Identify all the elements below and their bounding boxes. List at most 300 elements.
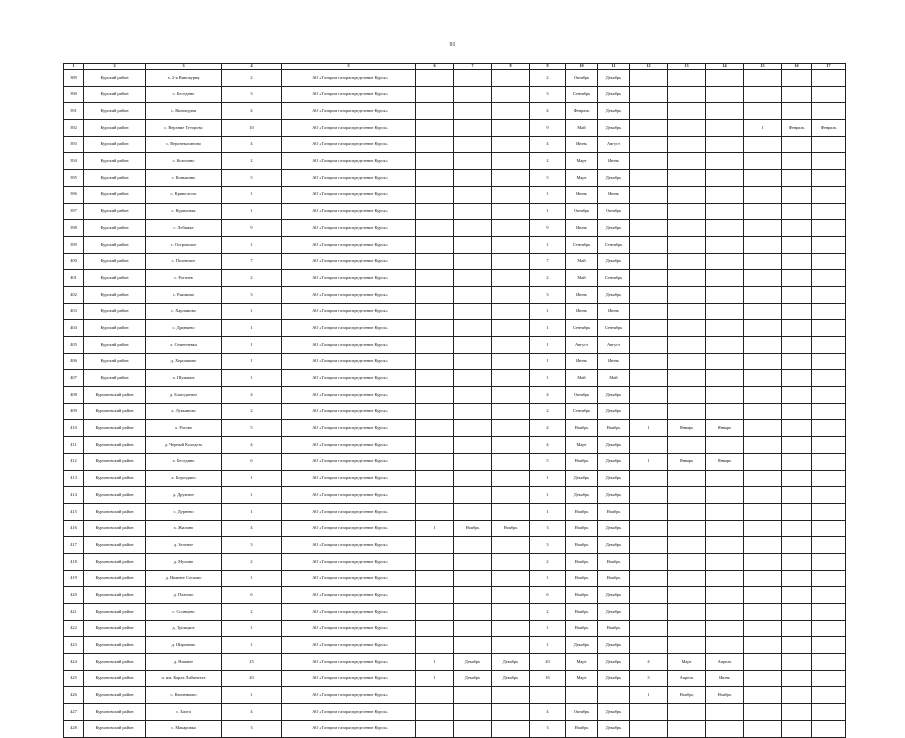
- col-11-cell: Декабрь: [598, 403, 630, 420]
- table-row: [64, 704, 846, 721]
- col-7-cell: [454, 236, 492, 253]
- col-company-cell: АО «Газпром газораспределение Курск»: [282, 153, 416, 170]
- col-10-cell: Сентябрь: [566, 236, 598, 253]
- col-15-cell: [744, 303, 782, 320]
- table-row: [64, 387, 846, 404]
- col-settlement-cell: с. Бахта: [146, 704, 222, 721]
- col-17-cell: [812, 70, 846, 87]
- col-number-cell: 414: [64, 487, 84, 504]
- col-settlement-cell: х. Бесединo: [146, 453, 222, 470]
- col-17-cell: [812, 403, 846, 420]
- header-cell-10: 10: [566, 64, 598, 70]
- col-company-cell: АО «Газпром газораспределение Курск»: [282, 136, 416, 153]
- col-6-cell: 1: [416, 520, 454, 537]
- col-9-cell: 4: [530, 420, 566, 437]
- col-number-cell: 428: [64, 720, 84, 737]
- col-13-cell: [668, 220, 706, 237]
- col-settlement-cell: д. Черный Колодезь: [146, 437, 222, 454]
- col-number-cell: 401: [64, 270, 84, 287]
- col-13-cell: [668, 587, 706, 604]
- col-7-cell: [454, 170, 492, 187]
- col-6-cell: [416, 236, 454, 253]
- col-13-cell: [668, 537, 706, 554]
- col-17-cell: [812, 303, 846, 320]
- col-9-cell: 2: [530, 70, 566, 87]
- col-15-cell: [744, 587, 782, 604]
- col-9-cell: 1: [530, 203, 566, 220]
- col-company-cell: АО «Газпром газораспределение Курск»: [282, 270, 416, 287]
- table-row: [64, 637, 846, 654]
- table-row: [64, 337, 846, 354]
- col-number-cell: 391: [64, 103, 84, 120]
- col-16-cell: [782, 236, 812, 253]
- col-7-cell: [454, 587, 492, 604]
- col-15-cell: [744, 570, 782, 587]
- col-7-cell: [454, 186, 492, 203]
- col-13-cell: [668, 604, 706, 621]
- col-district-cell: Курчатовский район: [84, 387, 146, 404]
- col-7-cell: [454, 370, 492, 387]
- col-company-cell: АО «Газпром газораспределение Курск»: [282, 337, 416, 354]
- table-row: [64, 720, 846, 737]
- col-17-cell: [812, 637, 846, 654]
- col-14-cell: [706, 86, 744, 103]
- col-10-cell: Декабрь: [566, 470, 598, 487]
- col-6-cell: [416, 453, 454, 470]
- col-6-cell: [416, 320, 454, 337]
- col-company-cell: АО «Газпром газораспределение Курск»: [282, 286, 416, 303]
- col-11-cell: Декабрь: [598, 470, 630, 487]
- header-cell-9: 9: [530, 64, 566, 70]
- col-district-cell: Курский район: [84, 270, 146, 287]
- col-number-cell: 399: [64, 236, 84, 253]
- col-17-cell: [812, 153, 846, 170]
- col-14-cell: [706, 553, 744, 570]
- col-7-cell: [454, 203, 492, 220]
- col-company-cell: АО «Газпром газораспределение Курск»: [282, 320, 416, 337]
- col-company-cell: АО «Газпром газораспределение Курск»: [282, 503, 416, 520]
- header-cell-7: 7: [454, 64, 492, 70]
- col-settlement-cell: д. Зеленое: [146, 537, 222, 554]
- col-8-cell: [492, 420, 530, 437]
- col-7-cell: [454, 470, 492, 487]
- col-17-cell: [812, 537, 846, 554]
- col-10-cell: Март: [566, 670, 598, 687]
- header-cell-13: 13: [668, 64, 706, 70]
- col-15-cell: [744, 387, 782, 404]
- col-11-cell: Июнь: [598, 153, 630, 170]
- col-settlement-cell: с. Козелино: [146, 153, 222, 170]
- col-16-cell: [782, 403, 812, 420]
- col-14-cell: [706, 487, 744, 504]
- col-9-cell: 4: [530, 103, 566, 120]
- col-company-cell: АО «Газпром газораспределение Курск»: [282, 370, 416, 387]
- table-row: [64, 170, 846, 187]
- col-9-cell: 5: [530, 453, 566, 470]
- col-number-cell: 412: [64, 453, 84, 470]
- col-6-cell: [416, 253, 454, 270]
- col-settlement-cell: с. Куриловка: [146, 203, 222, 220]
- col-15-cell: [744, 654, 782, 671]
- col-17-cell: [812, 437, 846, 454]
- col-district-cell: Курский район: [84, 286, 146, 303]
- col-14-cell: [706, 370, 744, 387]
- col-13-cell: [668, 503, 706, 520]
- col-district-cell: Курский район: [84, 253, 146, 270]
- col-8-cell: [492, 720, 530, 737]
- col-company-cell: АО «Газпром газораспределение Курск»: [282, 704, 416, 721]
- col-number-cell: 407: [64, 370, 84, 387]
- col-7-cell: [454, 437, 492, 454]
- col-16-cell: [782, 70, 812, 87]
- col-9-cell: 3: [530, 720, 566, 737]
- col-6-cell: 1: [416, 654, 454, 671]
- col-15-cell: [744, 704, 782, 721]
- table-row: [64, 670, 846, 687]
- col-6-cell: [416, 86, 454, 103]
- col-17-cell: [812, 620, 846, 637]
- col-company-cell: АО «Газпром газораспределение Курск»: [282, 203, 416, 220]
- col-total-cell: 4: [222, 520, 282, 537]
- col-8-cell: [492, 120, 530, 137]
- col-total-cell: 4: [222, 387, 282, 404]
- col-company-cell: АО «Газпром газораспределение Курск»: [282, 70, 416, 87]
- table-row: [64, 320, 846, 337]
- col-company-cell: АО «Газпром газораспределение Курск»: [282, 470, 416, 487]
- col-13-cell: [668, 637, 706, 654]
- col-number-cell: 423: [64, 637, 84, 654]
- col-7-cell: [454, 153, 492, 170]
- col-16-cell: [782, 253, 812, 270]
- col-9-cell: 5: [530, 170, 566, 187]
- col-number-cell: 396: [64, 186, 84, 203]
- col-17-cell: [812, 704, 846, 721]
- col-number-cell: 395: [64, 170, 84, 187]
- col-7-cell: [454, 537, 492, 554]
- col-8-cell: [492, 170, 530, 187]
- col-14-cell: [706, 253, 744, 270]
- col-17-cell: [812, 570, 846, 587]
- col-7-cell: [454, 70, 492, 87]
- col-district-cell: Курчатовский район: [84, 420, 146, 437]
- col-16-cell: [782, 637, 812, 654]
- col-7-cell: [454, 120, 492, 137]
- col-15-cell: [744, 403, 782, 420]
- col-15-cell: [744, 720, 782, 737]
- table-row: [64, 353, 846, 370]
- col-8-cell: [492, 370, 530, 387]
- col-number-cell: 417: [64, 537, 84, 554]
- col-11-cell: [598, 687, 630, 704]
- col-9-cell: 1: [530, 637, 566, 654]
- col-15-cell: [744, 637, 782, 654]
- col-settlement-cell: х. Лукьяново: [146, 403, 222, 420]
- col-6-cell: [416, 70, 454, 87]
- col-district-cell: Курский район: [84, 220, 146, 237]
- col-7-cell: [454, 453, 492, 470]
- col-9-cell: 1: [530, 320, 566, 337]
- col-district-cell: Курский район: [84, 120, 146, 137]
- col-total-cell: 2: [222, 604, 282, 621]
- col-6-cell: [416, 286, 454, 303]
- col-company-cell: АО «Газпром газораспределение Курск»: [282, 620, 416, 637]
- col-16-cell: Февраль: [782, 120, 812, 137]
- col-11-cell: Декабрь: [598, 70, 630, 87]
- col-16-cell: [782, 503, 812, 520]
- col-12-cell: [630, 570, 668, 587]
- col-10-cell: Март: [566, 153, 598, 170]
- header-cell-16: 16: [782, 64, 812, 70]
- col-total-cell: 3: [222, 86, 282, 103]
- col-total-cell: 1: [222, 470, 282, 487]
- col-8-cell: [492, 103, 530, 120]
- col-16-cell: [782, 553, 812, 570]
- col-6-cell: [416, 387, 454, 404]
- col-12-cell: [630, 637, 668, 654]
- table-body: [64, 64, 846, 738]
- col-15-cell: [744, 687, 782, 704]
- col-11-cell: Декабрь: [598, 86, 630, 103]
- col-district-cell: Курский район: [84, 353, 146, 370]
- col-settlement-cell: с. Харламово: [146, 303, 222, 320]
- col-7-cell: [454, 103, 492, 120]
- col-settlement-cell: х. Жилино: [146, 520, 222, 537]
- col-13-cell: [668, 720, 706, 737]
- col-12-cell: [630, 387, 668, 404]
- col-16-cell: [782, 270, 812, 287]
- col-7-cell: [454, 503, 492, 520]
- col-10-cell: Июнь: [566, 353, 598, 370]
- col-16-cell: [782, 170, 812, 187]
- col-7-cell: [454, 570, 492, 587]
- col-district-cell: Курский район: [84, 320, 146, 337]
- col-number-cell: 403: [64, 303, 84, 320]
- col-total-cell: 2: [222, 70, 282, 87]
- col-number-cell: 421: [64, 604, 84, 621]
- header-cell-17: 17: [812, 64, 846, 70]
- col-total-cell: 2: [222, 153, 282, 170]
- col-17-cell: [812, 170, 846, 187]
- col-13-cell: [668, 86, 706, 103]
- col-9-cell: 6: [530, 587, 566, 604]
- col-13-cell: [668, 170, 706, 187]
- col-6-cell: [416, 303, 454, 320]
- col-district-cell: Курский район: [84, 370, 146, 387]
- col-14-cell: [706, 570, 744, 587]
- col-11-cell: Ноябрь: [598, 503, 630, 520]
- col-12-cell: [630, 286, 668, 303]
- col-number-cell: 411: [64, 437, 84, 454]
- col-number-cell: 427: [64, 704, 84, 721]
- col-10-cell: Октябрь: [566, 203, 598, 220]
- table-row: [64, 503, 846, 520]
- col-total-cell: 2: [222, 553, 282, 570]
- col-10-cell: Июнь: [566, 136, 598, 153]
- col-14-cell: [706, 203, 744, 220]
- col-total-cell: 1: [222, 637, 282, 654]
- col-15-cell: [744, 86, 782, 103]
- col-15-cell: [744, 420, 782, 437]
- col-6-cell: [416, 704, 454, 721]
- col-9-cell: 1: [530, 186, 566, 203]
- col-settlement-cell: д. Троицкое: [146, 620, 222, 637]
- col-10-cell: Февраль: [566, 103, 598, 120]
- col-10-cell: Март: [566, 437, 598, 454]
- col-6-cell: 1: [416, 670, 454, 687]
- col-number-cell: 422: [64, 620, 84, 637]
- col-company-cell: АО «Газпром газораспределение Курск»: [282, 687, 416, 704]
- col-settlement-cell: п. им. Карла Либкнехта: [146, 670, 222, 687]
- header-cell-4: 4: [222, 64, 282, 70]
- col-total-cell: 6: [222, 587, 282, 604]
- col-settlement-cell: д. Нижнее Сосково: [146, 570, 222, 587]
- col-13-cell: Январь: [668, 420, 706, 437]
- col-6-cell: [416, 270, 454, 287]
- col-11-cell: Декабрь: [598, 670, 630, 687]
- col-9-cell: 2: [530, 153, 566, 170]
- col-13-cell: [668, 387, 706, 404]
- col-10-cell: Ноябрь: [566, 537, 598, 554]
- col-11-cell: Декабрь: [598, 537, 630, 554]
- header-cell-15: 15: [744, 64, 782, 70]
- col-6-cell: [416, 337, 454, 354]
- header-cell-2: 2: [84, 64, 146, 70]
- col-11-cell: Декабрь: [598, 704, 630, 721]
- col-settlement-cell: д. Мухино: [146, 553, 222, 570]
- col-15-cell: [744, 203, 782, 220]
- col-17-cell: [812, 253, 846, 270]
- col-12-cell: [630, 604, 668, 621]
- col-12-cell: [630, 136, 668, 153]
- col-14-cell: [706, 403, 744, 420]
- table-row: [64, 153, 846, 170]
- col-14-cell: [706, 120, 744, 137]
- table-row: [64, 537, 846, 554]
- col-company-cell: АО «Газпром газораспределение Курск»: [282, 487, 416, 504]
- col-15-cell: [744, 136, 782, 153]
- col-7-cell: [454, 353, 492, 370]
- header-cell-14: 14: [706, 64, 744, 70]
- col-15-cell: [744, 103, 782, 120]
- col-9-cell: 1: [530, 503, 566, 520]
- col-16-cell: [782, 487, 812, 504]
- col-14-cell: [706, 520, 744, 537]
- col-total-cell: 1: [222, 487, 282, 504]
- table-row: [64, 453, 846, 470]
- col-district-cell: Курский район: [84, 103, 146, 120]
- col-15-cell: [744, 620, 782, 637]
- col-6-cell: [416, 220, 454, 237]
- col-13-cell: Ноябрь: [668, 687, 706, 704]
- col-17-cell: [812, 503, 846, 520]
- col-7-cell: [454, 220, 492, 237]
- col-10-cell: Июнь: [566, 286, 598, 303]
- col-total-cell: 1: [222, 303, 282, 320]
- col-district-cell: Курчатовский район: [84, 537, 146, 554]
- col-16-cell: [782, 570, 812, 587]
- table-row: [64, 553, 846, 570]
- col-16-cell: [782, 153, 812, 170]
- table-row: [64, 687, 846, 704]
- col-14-cell: [706, 620, 744, 637]
- col-total-cell: 1: [222, 337, 282, 354]
- col-district-cell: Курчатовский район: [84, 503, 146, 520]
- col-12-cell: [630, 120, 668, 137]
- col-district-cell: Курский район: [84, 136, 146, 153]
- col-16-cell: [782, 620, 812, 637]
- col-total-cell: 7: [222, 253, 282, 270]
- col-10-cell: Ноябрь: [566, 604, 598, 621]
- col-12-cell: 1: [630, 453, 668, 470]
- col-17-cell: [812, 604, 846, 621]
- col-10-cell: Сентябрь: [566, 320, 598, 337]
- col-9-cell: 1: [530, 303, 566, 320]
- col-district-cell: Курчатовский район: [84, 470, 146, 487]
- col-15-cell: [744, 453, 782, 470]
- col-13-cell: [668, 153, 706, 170]
- col-14-cell: [706, 720, 744, 737]
- col-14-cell: [706, 353, 744, 370]
- col-15-cell: [744, 286, 782, 303]
- col-11-cell: Июнь: [598, 303, 630, 320]
- table-row: [64, 587, 846, 604]
- col-total-cell: 1: [222, 570, 282, 587]
- col-total-cell: 10: [222, 120, 282, 137]
- col-settlement-cell: с. Верхние Гуторово: [146, 120, 222, 137]
- col-number-cell: 410: [64, 420, 84, 437]
- col-7-cell: Декабрь: [454, 654, 492, 671]
- col-12-cell: [630, 186, 668, 203]
- col-14-cell: [706, 387, 744, 404]
- col-number-cell: 415: [64, 503, 84, 520]
- col-company-cell: АО «Газпром газораспределение Курск»: [282, 604, 416, 621]
- col-14-cell: [706, 320, 744, 337]
- col-10-cell: Сентябрь: [566, 403, 598, 420]
- col-total-cell: 1: [222, 353, 282, 370]
- col-total-cell: 1: [222, 503, 282, 520]
- col-settlement-cell: д. Нижнее: [146, 654, 222, 671]
- col-12-cell: [630, 553, 668, 570]
- col-district-cell: Курчатовский район: [84, 720, 146, 737]
- col-11-cell: Декабрь: [598, 720, 630, 737]
- col-number-cell: 424: [64, 654, 84, 671]
- col-7-cell: [454, 637, 492, 654]
- col-9-cell: 16: [530, 670, 566, 687]
- col-17-cell: [812, 553, 846, 570]
- col-17-cell: [812, 720, 846, 737]
- col-settlement-cell: с. Винокурня: [146, 103, 222, 120]
- col-17-cell: [812, 320, 846, 337]
- col-company-cell: АО «Газпром газораспределение Курск»: [282, 670, 416, 687]
- col-total-cell: 1: [222, 186, 282, 203]
- col-total-cell: 5: [222, 420, 282, 437]
- col-16-cell: [782, 704, 812, 721]
- col-9-cell: 4: [530, 387, 566, 404]
- col-8-cell: [492, 604, 530, 621]
- col-16-cell: [782, 453, 812, 470]
- table-row: [64, 120, 846, 137]
- col-10-cell: Март: [566, 654, 598, 671]
- col-13-cell: [668, 286, 706, 303]
- col-8-cell: [492, 687, 530, 704]
- table-row: [64, 70, 846, 87]
- col-11-cell: Декабрь: [598, 437, 630, 454]
- col-14-cell: [706, 270, 744, 287]
- col-11-cell: Декабрь: [598, 220, 630, 237]
- col-company-cell: АО «Газпром газораспределение Курск»: [282, 403, 416, 420]
- col-7-cell: [454, 403, 492, 420]
- col-17-cell: [812, 670, 846, 687]
